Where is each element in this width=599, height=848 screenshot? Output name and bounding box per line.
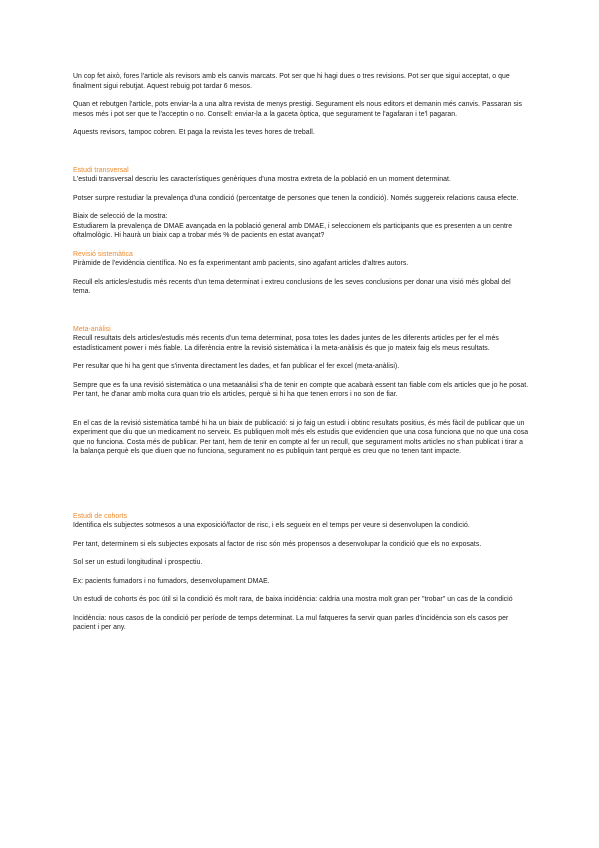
paragraph: Biaix de selecció de la mostra: <box>73 213 168 220</box>
section-estudi-de-cohorts <box>73 512 529 633</box>
paragraph: Ex: pacients fumadors i no fumadors, desenvolupament DMAE. <box>73 577 270 585</box>
paragraph: Estudiarem la prevalença de DMAE avançada en la població general amb DMAE, i seleccionem els participants que es presenten a un centre oftalmològic. Hi haurà un biaix cap a trobar més % de pacients en estat avançat? <box>73 222 513 239</box>
intro-paragraph-1: Un cop fet això, fores l'article als revisors amb els canvis marcats. Pot ser que hi hagi dues o tres revisions. Pot ser que sigui acceptat, o que finalment sigui rebutjat. Aquest rebuig pot tardar 6 mesos. <box>73 73 510 90</box>
paragraph: Recull els articles/estudis més recents d'un tema determinat i extreu conclusions de les seves conclusions per donar una visió més global del tema. <box>73 278 511 295</box>
paragraph: Sempre que es fa una revisió sistemàtica o una metaanàlisi s'ha de tenir en compte que acabarà essent tan fiable com els articles que jo he posat. Per tant, he d'anar amb molta cura quan trio els articles, perquè si hi ha que tenen errors i no son de fiar. <box>73 381 529 398</box>
section-heading: Estudi de cohorts <box>73 512 128 520</box>
section-heading: Estudi transversal <box>73 166 129 174</box>
paragraph: Per tant, determinem si els subjectes exposats al factor de risc són més propensos a desenvolupar la condició que els no exposats. <box>73 540 482 548</box>
intro-paragraph-2: Quan et rebutgen l'article, pots enviar-la a una altra revista de menys prestigi. Segurament els nous editors et demanin més canvis. Passaran sis mesos més i pot ser que te l'acceptin o no. Consell: enviar-la a la gaceta òptica, que segurament te l'agafaran i te'l pagaran. <box>73 101 523 118</box>
paragraph: L'estudi transversal descriu les característiques genèriques d'una mostra extreta de la població en un moment determinat. <box>73 176 451 183</box>
paragraph: Potser surpre restudiar la prevalença d'una condició (percentatge de persones que tenen la condició). Només suggereix relacions causa efecte. <box>73 194 519 202</box>
section-heading: Revisió sistemàtica <box>73 250 133 258</box>
paragraph: Sol ser un estudi longitudinal i prospectiu. <box>73 559 203 566</box>
section-estudi-transversal <box>73 166 529 241</box>
paragraph: Un estudi de cohorts és poc útil si la condició és molt rara, de baixa incidència: caldria una mostra molt gran per "trobar" un cas de la condició <box>73 596 513 603</box>
paragraph: Piràmide de l'evidència científica. No es fa experimentant amb pacients, sino agafant articles d'altres autors. <box>73 260 409 267</box>
document-body <box>73 72 529 633</box>
paragraph: Identifica els subjectes sotmesos a una exposició/factor de risc, i els segueix en el temps per veure si desenvolupen la condició. <box>73 522 470 529</box>
intro-paragraph-3: Aquests revisors, tampoc cobren. Et paga la revista les teves hores de treball. <box>73 129 315 136</box>
section-meta-analisi <box>73 325 529 457</box>
paragraph: Per resultar que hi ha gent que s'inventa directament les dades, et fan publicar el fer excel (meta-anàlisi). <box>73 363 400 370</box>
paragraph: Incidència: nous casos de la condició per període de temps determinat. La mul fatqueres fa servir quan parles d'incidència son els casos per pacient i per any. <box>73 614 509 631</box>
paragraph: En el cas de la revisió sistemàtica també hi ha un biaix de publicació: si jo faig un estudi i obtinc resultats positius, és més fàcil de publicar que un experiment que diu que un medicament no serveix. Es publiquen molt més els estudis que evidencien que una cosa funciona que no que una cosa que no funciona. Costa més de publicar. Per tant, hem de tenir en compte al fer un recull, que segurament molts articles no s'han publicat i tirar a la balança perquè els que diuen que no funciona, segurament no es publiquin tant perquè es creu que no tenen tant impacte. <box>73 419 529 455</box>
paragraph: Recull resultats dels articles/estudis més recents d'un tema determinat, posa totes les dades juntes de les diferents articles per fer el més estadísticament power i més fiable. La diferència entre la revisió sistemàtica i la meta-anàlisis és que jo mateix faig els meus resultats. <box>73 335 499 352</box>
section-heading: Meta-anàlisi <box>73 325 111 333</box>
section-revisio-sistematica <box>73 250 529 297</box>
